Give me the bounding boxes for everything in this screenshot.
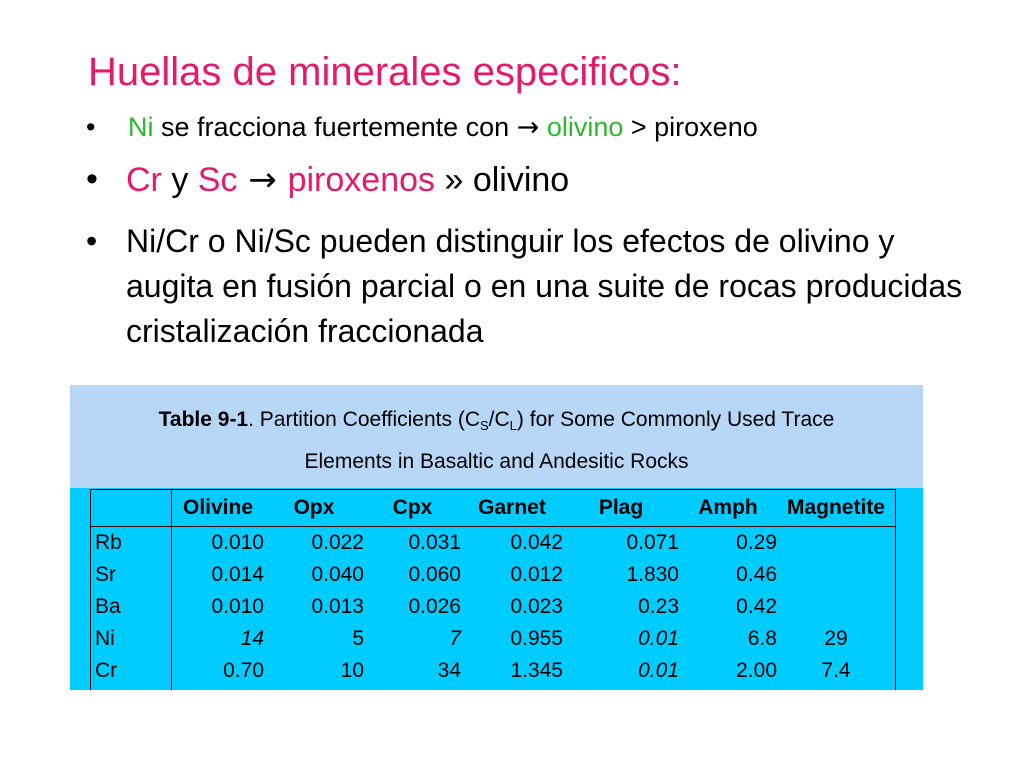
table-cell: 0.040 — [311, 563, 364, 586]
table-corner-cell — [91, 490, 172, 527]
piroxeno-label: piroxeno — [654, 112, 758, 142]
table-cell: 0.70 — [223, 659, 264, 682]
bullet-dot: • — [86, 223, 98, 259]
table-cell: 0.29 — [736, 531, 777, 554]
column-header: Magnetite — [777, 490, 896, 527]
greater-than: > — [623, 112, 655, 142]
caption-line2: Elements in Basaltic and Andesitic Rocks — [304, 450, 689, 473]
table-cell: 0.010 — [211, 595, 264, 618]
olivino-rest: » olivino — [435, 161, 570, 199]
table-cell — [777, 591, 896, 623]
table-number: Table 9-1 — [158, 408, 249, 431]
table-cell: 0.01 — [638, 659, 679, 682]
caption-text: /C — [488, 408, 510, 431]
table-cell — [777, 687, 896, 690]
bullet-ni-text — [128, 112, 758, 143]
column-header: Garnet — [461, 490, 563, 527]
cr-label: Cr — [126, 161, 162, 199]
table-cell: 0.022 — [311, 531, 364, 554]
table-cell: 29 — [777, 623, 896, 655]
table-cell: 7.4 — [777, 655, 896, 687]
table-row — [91, 623, 896, 655]
table-cell: 0.42 — [736, 595, 777, 618]
table-cell — [364, 687, 461, 690]
table-cell: 0.042 — [510, 531, 563, 554]
column-header: Olivine — [172, 490, 265, 527]
ni-phrase: se fracciona fuertemente con — [153, 112, 517, 142]
table-row — [91, 655, 896, 687]
slide-title: Huellas de minerales especificos: — [88, 50, 682, 94]
bullet-ratios-text: Ni/Cr o Ni/Sc pueden distinguir los efectos de olivino y augita en fusión parcial o en una suite de rocas producidas cristalización fraccionada — [126, 223, 963, 349]
element-cell — [91, 687, 172, 690]
column-header: Opx — [264, 490, 364, 527]
table-cell: 14 — [240, 627, 264, 650]
caption-sub-l: L — [509, 418, 517, 433]
arrow-icon: → — [237, 160, 288, 200]
table-cell: 0.01 — [638, 627, 679, 650]
table-cell: 0.060 — [408, 563, 461, 586]
table-cell: 7 — [449, 627, 461, 650]
table-cell — [679, 687, 777, 690]
table-cell: 0.071 — [626, 531, 679, 554]
table-cell — [777, 527, 896, 560]
table-cell: 0.013 — [311, 595, 364, 618]
table-caption — [70, 402, 923, 480]
column-header: Cpx — [364, 490, 461, 527]
ni-label: Ni — [128, 112, 154, 142]
bullet-dot: • — [86, 112, 96, 142]
table-cell: 0.012 — [510, 563, 563, 586]
column-header: Amph — [679, 490, 777, 527]
table-row — [91, 591, 896, 623]
y-label: y — [161, 161, 198, 199]
caption-sub-s: S — [480, 418, 489, 433]
piroxenos-label: piroxenos — [287, 161, 436, 199]
partition-table-panel — [70, 385, 923, 690]
table-cell: 0.031 — [408, 531, 461, 554]
table-cell: 0.010 — [211, 531, 264, 554]
table-cell: 5 — [352, 627, 364, 650]
bullet-dot: • — [86, 160, 98, 198]
table-cell: 6.8 — [747, 627, 777, 650]
table-cell — [563, 687, 679, 690]
table-cell: 0.46 — [736, 563, 777, 586]
column-header: Plag — [563, 490, 679, 527]
arrow-icon: → — [516, 112, 540, 143]
table-cell — [172, 687, 265, 690]
table-cell: 10 — [340, 659, 364, 682]
table-cell: 34 — [437, 659, 461, 682]
element-cell: Ba — [91, 591, 172, 623]
table-cell: 0.23 — [638, 595, 679, 618]
table-cell: 1.830 — [626, 563, 679, 586]
element-cell: Cr — [91, 655, 172, 687]
element-cell: Rb — [91, 527, 172, 560]
partition-coefficients-table — [90, 489, 896, 690]
table-row-partial — [91, 687, 896, 690]
olivino-label: olivino — [539, 112, 624, 142]
table-cell — [777, 559, 896, 591]
table-row — [91, 559, 896, 591]
table-cell: 0.023 — [510, 595, 563, 618]
element-cell: Sr — [91, 559, 172, 591]
table-cell — [264, 687, 364, 690]
table-cell: 1.345 — [510, 659, 563, 682]
caption-text: . Partition Coefficients (C — [248, 408, 480, 431]
element-cell: Ni — [91, 623, 172, 655]
table-cell — [461, 687, 563, 690]
table-cell: 0.014 — [211, 563, 264, 586]
table-cell: 0.026 — [408, 595, 461, 618]
table-cell: 0.955 — [510, 627, 563, 650]
caption-text: ) for Some Commonly Used Trace — [516, 408, 835, 431]
table-cell: 2.00 — [736, 659, 777, 682]
table-row — [91, 527, 896, 560]
table-header-row — [91, 490, 896, 527]
bullet-cr-sc-text — [126, 160, 569, 200]
sc-label: Sc — [197, 161, 238, 199]
